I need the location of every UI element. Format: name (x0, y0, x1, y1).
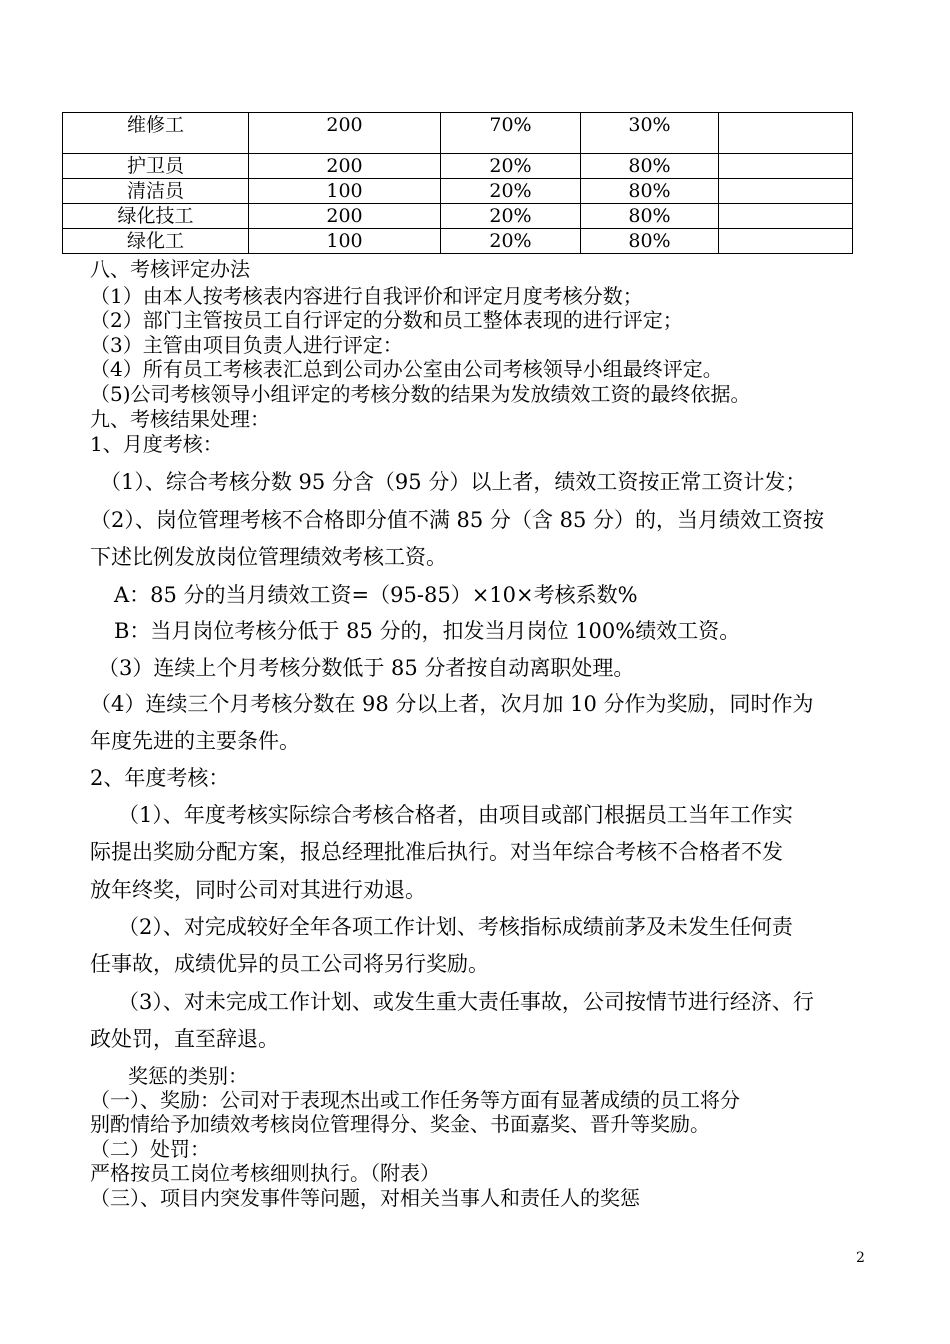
page-number: 2 (856, 1250, 865, 1266)
table-cell (719, 113, 853, 154)
paragraph-line: （三）、项目内突发事件等问题，对相关当事人和责任人的奖惩 (90, 1186, 640, 1210)
paragraph-line: （4）所有员工考核表汇总到公司办公室由公司考核领导小组最终评定。 (90, 357, 723, 381)
table-cell: 100 (249, 179, 441, 204)
table-cell: 清洁员 (63, 179, 249, 204)
table-cell: 20% (441, 204, 581, 229)
table-cell: 绿化技工 (63, 204, 249, 229)
table-cell: 30% (581, 113, 719, 154)
table-row (63, 229, 853, 254)
paragraph-line: （一）、奖励：公司对于表现杰出或工作任务等方面有显著成绩的员工将分 (90, 1088, 740, 1112)
table-cell (719, 154, 853, 179)
salary-ratio-table (62, 112, 853, 254)
table-cell: 绿化工 (63, 229, 249, 254)
table-cell: 80% (581, 154, 719, 179)
table-row (63, 179, 853, 204)
table-cell (719, 229, 853, 254)
paragraph-line: （5)公司考核领导小组评定的考核分数的结果为发放绩效工资的最终依据。 (90, 382, 751, 406)
table-cell: 20% (441, 154, 581, 179)
subsection-heading: 1、月度考核： (90, 432, 223, 456)
paragraph-line: 年度先进的主要条件。 (90, 729, 300, 753)
paragraph-line: （4）连续三个月考核分数在 98 分以上者，次月加 10 分作为奖励，同时作为 (90, 692, 814, 716)
paragraph-line: 政处罚，直至辞退。 (90, 1027, 279, 1051)
paragraph-line: （2）部门主管按员工自行评定的分数和员工整体表现的进行评定； (90, 308, 683, 332)
section-heading: 九、考核结果处理： (90, 407, 270, 431)
table-cell: 80% (581, 204, 719, 229)
table-cell: 20% (441, 229, 581, 254)
paragraph-line: 际提出奖励分配方案，报总经理批准后执行。对当年综合考核不合格者不发 (90, 840, 783, 864)
table-row (63, 204, 853, 229)
paragraph-line: （1）、综合考核分数 95 分含（95 分）以上者，绩效工资按正常工资计发； (100, 470, 807, 494)
paragraph-line: 严格按员工岗位考核细则执行。（附表） (90, 1161, 440, 1185)
table-cell (719, 204, 853, 229)
table-cell: 100 (249, 229, 441, 254)
table-cell (719, 179, 853, 204)
paragraph-line: （3）连续上个月考核分数低于 85 分者按自动离职处理。 (98, 656, 635, 680)
subsection-heading: 2、年度考核： (90, 766, 230, 790)
paragraph-line: （3）主管由项目负责人进行评定： (90, 333, 403, 357)
paragraph-line: 别酌情给予加绩效考核岗位管理得分、奖金、书面嘉奖、晋升等奖励。 (90, 1112, 710, 1136)
paragraph-line: （3）、对未完成工作计划、或发生重大责任事故，公司按情节进行经济、行 (118, 990, 814, 1014)
table-cell: 70% (441, 113, 581, 154)
table-row (63, 113, 853, 154)
table-cell: 20% (441, 179, 581, 204)
paragraph-line: （二）处罚： (90, 1137, 210, 1161)
table-cell: 80% (581, 229, 719, 254)
paragraph-line: B：当月岗位考核分低于 85 分的，扣发当月岗位 100%绩效工资。 (114, 619, 741, 643)
table-cell: 护卫员 (63, 154, 249, 179)
table-cell: 200 (249, 113, 441, 154)
section-heading: 奖惩的类别： (128, 1064, 248, 1088)
paragraph-line: （1）、年度考核实际综合考核合格者，由项目或部门根据员工当年工作实 (118, 803, 793, 827)
table-row (63, 154, 853, 179)
paragraph-line: （1）由本人按考核表内容进行自我评价和评定月度考核分数； (90, 284, 643, 308)
table-cell: 80% (581, 179, 719, 204)
paragraph-line: 下述比例发放岗位管理绩效考核工资。 (90, 545, 447, 569)
paragraph-line: 任事故，成绩优异的员工公司将另行奖励。 (90, 952, 489, 976)
table-cell: 维修工 (63, 113, 249, 154)
table-cell: 200 (249, 204, 441, 229)
section-heading: 八、考核评定办法 (90, 257, 250, 281)
paragraph-line: （2）、岗位管理考核不合格即分值不满 85 分（含 85 分）的，当月绩效工资按 (90, 508, 825, 532)
paragraph-line: 放年终奖，同时公司对其进行劝退。 (90, 878, 426, 902)
paragraph-line: （2）、对完成较好全年各项工作计划、考核指标成绩前茅及未发生任何责 (118, 915, 793, 939)
paragraph-line: A：85 分的当月绩效工资=（95-85）×10×考核系数% (114, 583, 638, 607)
table-cell: 200 (249, 154, 441, 179)
